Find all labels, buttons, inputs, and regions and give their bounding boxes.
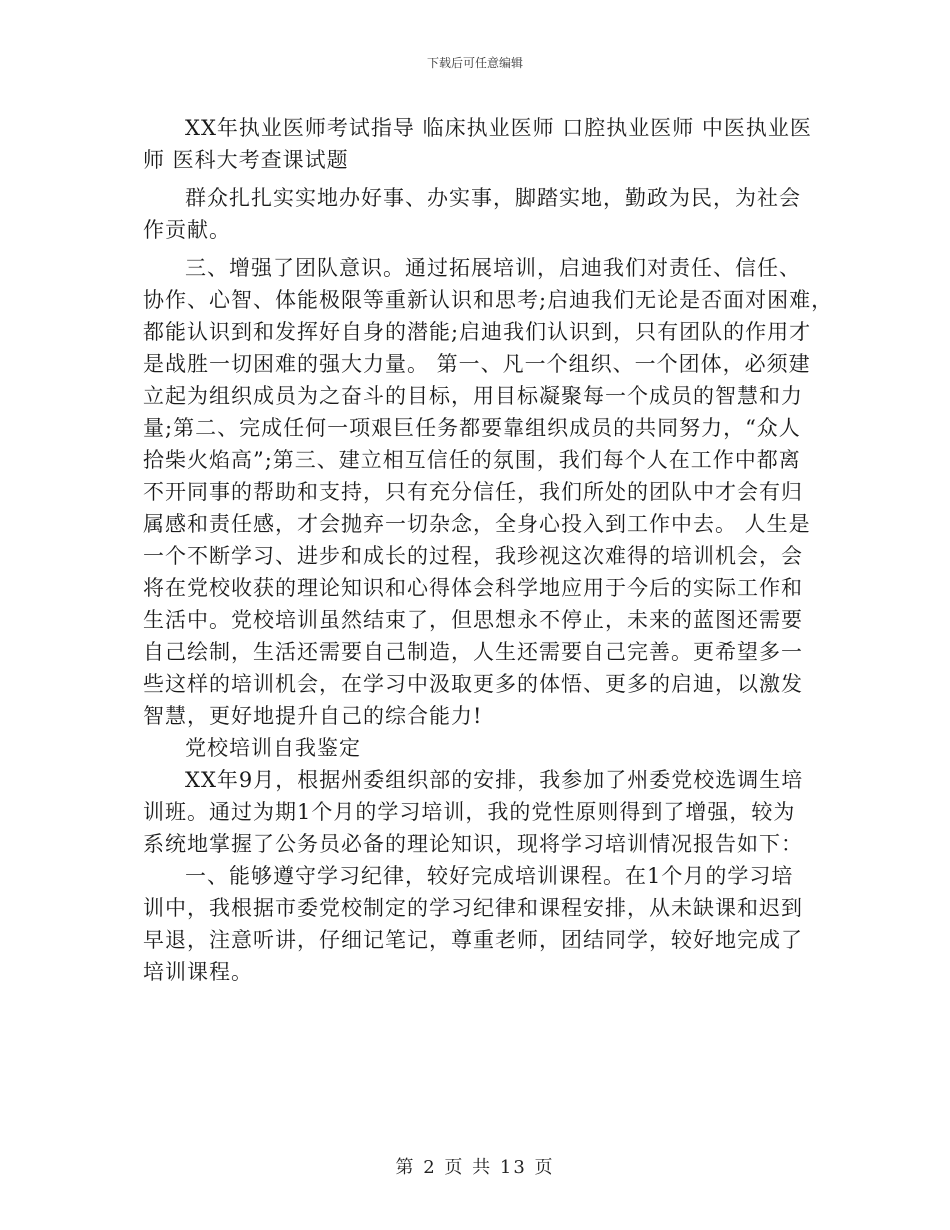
paragraph-1 bbox=[143, 182, 811, 246]
paragraph-4 bbox=[143, 860, 811, 988]
section-title: 党校培训自我鉴定 bbox=[185, 736, 361, 760]
text-line: 立起为组织成员为之奋斗的目标，用目标凝聚每一个成员的智慧和力 bbox=[143, 384, 803, 408]
title-paragraph bbox=[143, 112, 811, 176]
text-line: 生活中。党校培训虽然结束了，但思想永不停止，未来的蓝图还需要 bbox=[143, 608, 803, 632]
text-line: 系统地掌握了公务员必备的理论知识，现将学习培训情况报告如下： bbox=[143, 832, 803, 856]
page-footer bbox=[0, 1153, 950, 1179]
paragraph-3 bbox=[143, 764, 811, 860]
text-line: 拾柴火焰高”;第三、建立相互信任的氛围，我们每个人在工作中都离 bbox=[143, 448, 801, 472]
text-line: 是战胜一切困难的强大力量。 第一、凡一个组织、一个团体，必须建 bbox=[143, 352, 811, 376]
text-line: 智慧，更好地提升自己的综合能力! bbox=[143, 704, 483, 728]
text-line: XX年9月，根据州委组织部的安排，我参加了州委党校选调生培 bbox=[185, 768, 804, 792]
text-line: 些这样的培训机会，在学习中汲取更多的体悟、更多的启迪，以激发 bbox=[143, 672, 803, 696]
document-body bbox=[143, 112, 834, 988]
footer-mid: 页 共 bbox=[444, 1157, 493, 1178]
text-line: 量;第二、完成任何一项艰巨任务都要靠组织成员的共同努力，“众人 bbox=[143, 416, 801, 440]
text-line: 群众扎扎实实地办好事、办实事，脚踏实地，勤政为民，为社会 bbox=[185, 186, 801, 210]
text-line: 作贡献。 bbox=[143, 218, 231, 242]
text-line: 属感和责任感，才会抛弃一切杂念，全身心投入到工作中去。 人生是 bbox=[143, 512, 811, 536]
footer-prefix: 第 bbox=[395, 1157, 416, 1178]
footer-suffix: 页 bbox=[534, 1157, 555, 1178]
text-line: 一、能够遵守学习纪律，较好完成培训课程。在1个月的学习培 bbox=[185, 864, 794, 888]
text-line: 早退，注意听讲，仔细记笔记，尊重老师，团结同学，较好地完成了 bbox=[143, 928, 803, 952]
text-line: 协作、心智、体能极限等重新认识和思考;启迪我们无论是否面对困难， bbox=[143, 288, 834, 312]
text-line: 训班。通过为期1个月的学习培训，我的党性原则得到了增强，较为 bbox=[143, 800, 796, 824]
page-header: 下载后可任意编辑 bbox=[426, 56, 523, 70]
text-line: 训中，我根据市委党校制定的学习纪律和课程安排，从未缺课和迟到 bbox=[143, 896, 803, 920]
title-line: 师 医科大考查课试题 bbox=[143, 148, 349, 172]
text-line: 不开同事的帮助和支持，只有充分信任，我们所处的团队中才会有归 bbox=[143, 480, 803, 504]
title-line: XX年执业医师考试指导 临床执业医师 口腔执业医师 中医执业医 bbox=[185, 116, 812, 140]
section-title-paragraph bbox=[143, 732, 811, 764]
total-page-count: 13 bbox=[499, 1157, 527, 1178]
paragraph-2 bbox=[143, 252, 834, 732]
text-line: 一个不断学习、进步和成长的过程，我珍视这次难得的培训机会，会 bbox=[143, 544, 803, 568]
text-line: 培训课程。 bbox=[143, 960, 253, 984]
text-line: 都能认识到和发挥好自身的潜能;启迪我们认识到，只有团队的作用才 bbox=[143, 320, 812, 344]
text-line: 自己绘制，生活还需要自己制造，人生还需要自己完善。更希望多一 bbox=[143, 640, 803, 664]
text-line: 三、增强了团队意识。通过拓展培训，启迪我们对责任、信任、 bbox=[185, 256, 801, 280]
current-page-number: 2 bbox=[423, 1157, 437, 1178]
text-line: 将在党校收获的理论知识和心得体会科学地应用于今后的实际工作和 bbox=[143, 576, 803, 600]
